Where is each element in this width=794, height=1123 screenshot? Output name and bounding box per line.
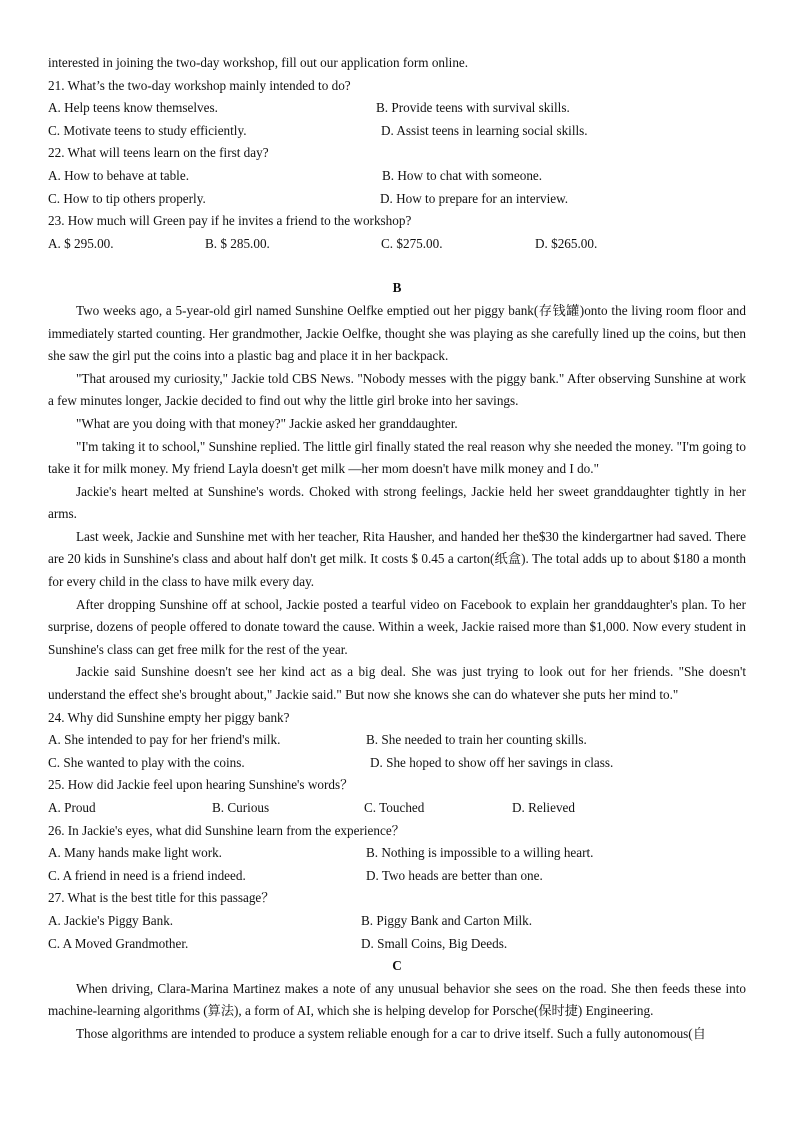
passage-b (48, 300, 746, 707)
question-stem: 21. What’s the two-day workshop mainly intended to do? (48, 77, 351, 93)
question-27 (48, 887, 746, 955)
option-d[interactable]: D. Relieved (512, 800, 575, 815)
option-b[interactable]: B. How to chat with someone. (382, 167, 543, 183)
option-b[interactable]: B. Piggy Bank and Carton Milk. (361, 912, 533, 928)
question-24 (48, 707, 746, 775)
paragraph: "That aroused my curiosity," Jackie told CBS News. "Nobody messes with the piggy bank." After observing Sunshine at work a few minutes longer, Jackie decided to find out why the little girl broke into her savings. (48, 370, 746, 409)
paragraph: Two weeks ago, a 5-year-old girl named Sunshine Oelfke emptied out her piggy bank(存钱罐)onto the living room floor and immediately started counting. Her grandmother, Jackie Oelfke, thought she was playing as she carefully lined up the coins, but then she saw the girl put the coins into a plastic bag and place it in her backpack. (48, 302, 746, 364)
paragraph: Jackie said Sunshine doesn't see her kind act as a big deal. She was just trying to look out for her friends. "She doesn't understand the effect she's brought about," Jackie said." But now she knows she can do whatever she puts her mind to." (48, 664, 746, 703)
paragraph: "I'm taking it to school," Sunshine replied. The little girl finally stated the real reason why she needed the money. "I'm going to take it for milk money. My friend Layla doesn't get milk —her mom doesn't have milk money and I do." (48, 438, 746, 477)
question-25 (48, 774, 746, 819)
paragraph: After dropping Sunshine off at school, Jackie posted a tearful video on Facebook to explain her granddaughter's plan. To her surprise, dozens of people offered to donate toward the cause. Within a week, Jackie raised more than $1,000. Now every student in Sunshine's class can get free milk for the rest of the year. (48, 596, 746, 657)
option-c[interactable]: C. Touched (364, 800, 425, 815)
paragraph: Jackie's heart melted at Sunshine's words. Choked with strong feelings, Jackie held her sweet granddaughter tightly in her arms. (48, 483, 746, 522)
exam-page (48, 52, 746, 1046)
option-c[interactable]: C. How to tip others properly. (48, 190, 206, 206)
option-a[interactable]: A. Jackie's Piggy Bank. (48, 912, 174, 928)
option-c[interactable]: C. A friend in need is a friend indeed. (48, 867, 246, 883)
question-21 (48, 75, 746, 143)
question-stem: 22. What will teens learn on the first day? (48, 145, 269, 161)
question-stem: 25. How did Jackie feel upon hearing Sunshine's words？ (48, 777, 354, 793)
option-b[interactable]: B. Curious (212, 800, 270, 815)
question-26 (48, 820, 746, 888)
passage-c (48, 978, 746, 1046)
section-c-heading: C (392, 958, 402, 974)
section-b-heading: B (392, 280, 402, 296)
question-stem: 23. How much will Green pay if he invites a friend to the workshop? (48, 213, 412, 229)
option-b[interactable]: B. $ 285.00. (205, 235, 270, 251)
option-c[interactable]: C. She wanted to play with the coins. (48, 754, 245, 770)
option-a[interactable]: A. How to behave at table. (48, 167, 189, 183)
option-d[interactable]: D. $265.00. (535, 235, 598, 251)
paragraph: Last week, Jackie and Sunshine met with her teacher, Rita Hausher, and handed her the$30 the kindergartner had saved. There are 20 kids in Sunshine's class and about half don't get milk. It costs $ 0.45 a carton(纸盒). The total adds up to about $180 a month for every child in the class to have milk every day. (48, 528, 746, 590)
paragraph: Those algorithms are intended to produce a system reliable enough for a car to drive itself. Such a fully autonomous(自 (76, 1025, 706, 1041)
option-b[interactable]: B. Provide teens with survival skills. (376, 100, 570, 116)
option-d[interactable]: D. Two heads are better than one. (366, 867, 543, 883)
passage-a-tail: interested in joining the two-day workshop, fill out our application form online. (48, 55, 469, 70)
paragraph: When driving, Clara-Marina Martinez makes a note of any unusual behavior she sees on the road. She then feeds these into machine-learning algorithms (算法), a form of AI, which she is helping develop for Porsche(保时捷) Engineering. (48, 980, 746, 1019)
paragraph: "What are you doing with that money?" Jackie asked her granddaughter. (76, 415, 458, 431)
option-c[interactable]: C. $275.00. (381, 235, 443, 251)
option-a[interactable]: A. She intended to pay for her friend's milk. (48, 732, 281, 748)
question-23 (48, 210, 746, 255)
option-c[interactable]: C. Motivate teens to study efficiently. (48, 122, 247, 138)
option-d[interactable]: D. Assist teens in learning social skills. (381, 122, 588, 138)
option-d[interactable]: D. How to prepare for an interview. (380, 190, 569, 206)
question-stem: 24. Why did Sunshine empty her piggy bank? (48, 709, 290, 725)
option-b[interactable]: B. She needed to train her counting skills. (366, 732, 587, 748)
option-a[interactable]: A. Help teens know themselves. (48, 100, 218, 116)
option-d[interactable]: D. Small Coins, Big Deeds. (361, 935, 508, 951)
question-stem: 27. What is the best title for this passage？ (48, 890, 275, 906)
option-a[interactable]: A. Proud (48, 800, 96, 815)
option-a[interactable]: A. Many hands make light work. (48, 845, 222, 861)
option-b[interactable]: B. Nothing is impossible to a willing heart. (366, 845, 594, 861)
option-c[interactable]: C. A Moved Grandmother. (48, 935, 189, 951)
question-22 (48, 142, 746, 210)
option-d[interactable]: D. She hoped to show off her savings in class. (370, 754, 614, 770)
question-stem: 26. In Jackie's eyes, what did Sunshine learn from the experience？ (48, 822, 405, 838)
option-a[interactable]: A. $ 295.00. (48, 235, 114, 251)
